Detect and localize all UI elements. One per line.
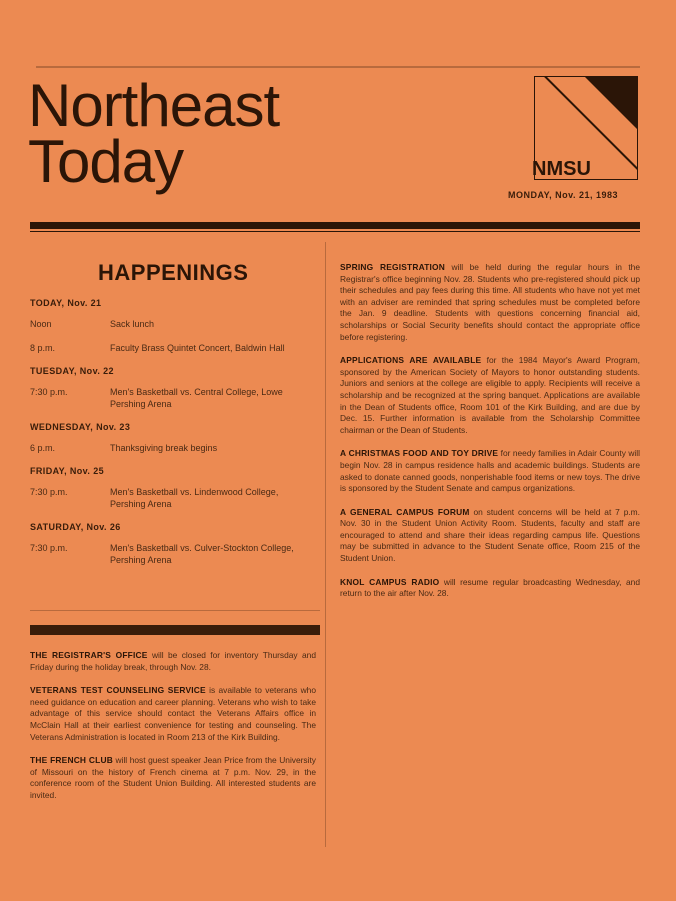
article-headline: THE REGISTRAR'S OFFICE [30, 650, 148, 660]
event-row [30, 318, 315, 330]
event-row [30, 386, 315, 410]
section-bar [30, 625, 320, 635]
event-row [30, 542, 315, 566]
top-rule [36, 66, 640, 68]
article-body: for needy families in Adair County will begin Nov. 28 in campus residence halls and academic buildings. Students are asked to donate canned goods, nonperishable food items or new toys. The drive is sponsored by the Student Senate and campus organizations. [340, 448, 640, 494]
article [340, 355, 640, 436]
article [30, 755, 316, 801]
event-time: 7:30 p.m. [30, 487, 68, 497]
article-body: on student concerns will be held at 7 p.m. Nov. 30 in the Student Union Activity Room. Students, faculty and staff are encouraged to attend and share their ideas regarding campus life. Questions may be submitted in advance to the Student Senate office, Room 215 of the Student Union. [340, 506, 640, 564]
happenings-section [30, 260, 315, 578]
article [30, 650, 316, 673]
issue-date: MONDAY, Nov. 21, 1983 [508, 190, 619, 200]
left-articles [30, 650, 316, 814]
article [340, 507, 640, 565]
article-body: will resume regular broadcasting Wednesday, and return to the air after Nov. 28. [340, 576, 640, 599]
day-label: SATURDAY, Nov. 26 [30, 522, 121, 532]
masthead-rule [30, 222, 640, 229]
event-row [30, 486, 315, 510]
event-time: 8 p.m. [30, 343, 56, 353]
masthead-rule-thin [30, 231, 640, 232]
masthead-title [28, 72, 280, 195]
day-label: FRIDAY, Nov. 25 [30, 466, 105, 476]
article-headline: SPRING REGISTRATION [340, 262, 446, 272]
happenings-title: HAPPENINGS [98, 260, 249, 285]
event-description: Thanksgiving break begins [110, 443, 218, 453]
section-rule [30, 610, 320, 611]
article-headline: THE FRENCH CLUB [30, 755, 113, 766]
article-body: will be held during the regular hours in the Registrar's office beginning Nov. 28. Students who pre-registered should pick up their schedules and pay fees during this time. All students who have not yet met with an adviser are reminded that spring schedules must be completed before the Jan. 9 deadline. Students with questions concerning financial aid, scholarships or Social Security benefits should contact the appropriate office before registering. [340, 262, 640, 342]
article-body: will host guest speaker Jean Price from the University of Missouri on the history of French cinema at 7 p.m. Nov. 29, in the conference room of the Student Union Building. All interested students are invited. [30, 755, 316, 800]
event-description: Men's Basketball vs. Culver-Stockton College, Pershing Arena [110, 543, 294, 565]
article [30, 685, 316, 743]
article-headline: KNOL CAMPUS RADIO [340, 576, 440, 587]
event-description: Faculty Brass Quintet Concert, Baldwin Hall [110, 343, 285, 353]
event-row [30, 442, 315, 454]
day-label: TODAY, Nov. 21 [30, 298, 102, 308]
article-body: is available to veterans who need guidance on education and career planning. Veterans who wish to take advantage of this service should contact the Veterans Affairs office in McClain Hall at their earliest convenience for testing and counseling. The Veterans Administration is located in Room 213 of the Kirk Building. [30, 685, 316, 742]
article-body: for the 1984 Mayor's Award Program, sponsored by the American Society of Mayors to honor outstanding students. Juniors and seniors at the college are eligible to apply. Recipients will receive a scholarship and be recognized at the spring banquet. Applications are available in the Dean of Students office, Room 101 of the Kirk Building, and are due by Dec. 15. Further information is available from the Scholarship Committee chairman or the Dean of Students. [340, 355, 640, 435]
article-headline: A GENERAL CAMPUS FORUM [340, 506, 470, 517]
event-time: Noon [30, 319, 52, 329]
happenings-calendar [30, 298, 315, 566]
masthead-line1: Northeast [28, 72, 280, 139]
event-row [30, 342, 315, 354]
logo-text: NMSU [532, 158, 591, 180]
event-description: Sack lunch [110, 319, 155, 329]
article-headline: APPLICATIONS ARE AVAILABLE [340, 355, 482, 366]
day-label: WEDNESDAY, Nov. 23 [30, 422, 131, 432]
event-time: 7:30 p.m. [30, 543, 68, 553]
article [340, 262, 640, 343]
masthead-line2: Today [28, 128, 184, 195]
article-body: will be closed for inventory Thursday and Friday during the holiday break, through Nov. 28. [30, 650, 316, 672]
article [340, 577, 640, 600]
article-headline: A CHRISTMAS FOOD AND TOY DRIVE [340, 448, 499, 459]
event-description: Men's Basketball vs. Lindenwood College, Pershing Arena [110, 487, 279, 509]
event-time: 6 p.m. [30, 443, 56, 453]
article [340, 448, 640, 494]
column-divider [325, 242, 326, 847]
day-label: TUESDAY, Nov. 22 [30, 366, 114, 376]
right-articles [340, 262, 640, 612]
event-description: Men's Basketball vs. Central College, Lowe Pershing Arena [110, 387, 283, 409]
event-time: 7:30 p.m. [30, 387, 68, 397]
logo-triangle-icon [585, 77, 637, 129]
article-headline: VETERANS TEST COUNSELING SERVICE [30, 685, 206, 696]
